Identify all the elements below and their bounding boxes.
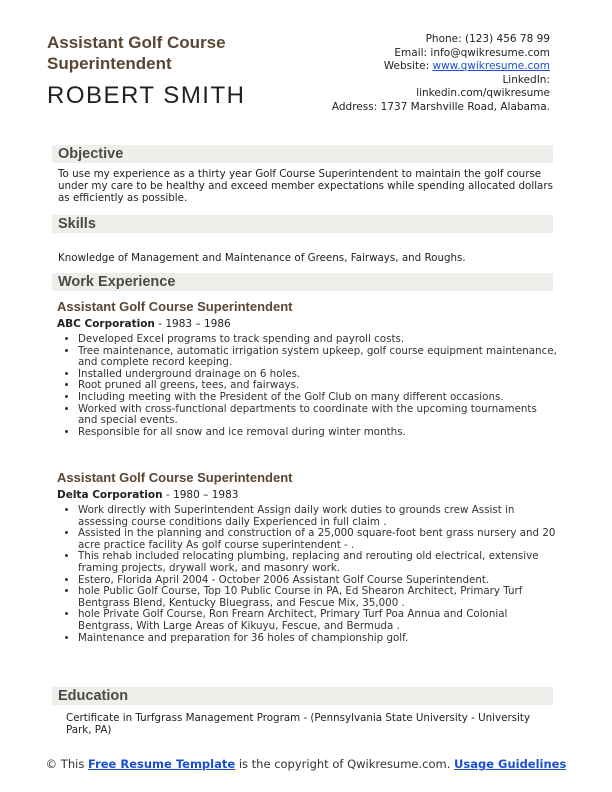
objective-text: To use my experience as a thirty year Golf Course Superintendent to maintain the golf course under my care to be healthy and exceed member expectations while spending allocated dollars as efficiently as possible. <box>58 168 553 204</box>
contact-address: Address: 1737 Marshville Road, Alabama. <box>331 100 550 113</box>
copyright-footer <box>0 757 612 771</box>
contact-linkedin-value: linkedin.com/qwikresume <box>416 87 550 100</box>
job-1-company: ABC Corporation <box>57 318 155 330</box>
list-item: • Maintenance and preparation for 36 holes of championship golf. <box>78 633 558 645</box>
job-2-bullets <box>62 505 558 644</box>
job-2-dates: - 1980 – 1983 <box>162 489 239 501</box>
job-1-dates: - 1983 – 1986 <box>154 318 231 330</box>
work-heading: Work Experience <box>58 274 176 290</box>
website-link[interactable]: www.qwikresume.com <box>432 60 550 73</box>
footer-middle: is the copyright of Qwikresume.com. <box>235 757 455 771</box>
contact-phone: Phone: (123) 456 78 99 <box>425 33 550 45</box>
resume-job-title: Assistant Golf Course Superintendent <box>47 33 226 73</box>
footer-prefix: © This <box>45 757 88 771</box>
education-text: Certificate in Turfgrass Management Program - (Pennsylvania State University - University Park, PA) <box>66 712 531 736</box>
list-item: • Assisted in the planning and construction of a 25,000 square-foot bent grass nursery and 20 acre practice facility As golf course superintendent - . <box>78 528 558 551</box>
resume-header <box>47 32 297 110</box>
work-section-header <box>52 273 553 291</box>
skills-heading: Skills <box>58 216 96 232</box>
list-item: • This rehab included relocating plumbing, replacing and rerouting old electrical, extensive framing projects, drywall work, and masonry work. <box>78 551 558 574</box>
list-item: • Worked with cross-functional departments to coordinate with the upcoming tournaments and special events. <box>78 404 558 427</box>
website-label: Website: <box>383 60 433 73</box>
job-1-bullets <box>62 334 558 438</box>
list-item: • Work directly with Superintendent Assign daily work duties to grounds crew Assist in assessing course conditions daily Experienced in full claim . <box>78 505 558 528</box>
skills-section-header <box>52 215 553 233</box>
contact-linkedin-label: LinkedIn: <box>502 73 550 86</box>
contact-email: Email: info@qwikresume.com <box>394 46 550 59</box>
list-item: • Responsible for all snow and ice removal during winter months. <box>78 427 558 439</box>
job-2-company-line <box>57 489 238 501</box>
job-1-title: Assistant Golf Course Superintendent <box>57 299 293 314</box>
list-item: • Tree maintenance, automatic irrigation system upkeep, golf course equipment maintenance, and complete record keeping. <box>78 346 558 369</box>
list-item: • hole Public Golf Course, Top 10 Public Course in PA, Ed Shearon Architect, Primary Turf Bentgrass Blend, Kentucky Bluegrass, and Fescue Mix, 35,000 . <box>78 586 558 609</box>
objective-section-header <box>52 145 553 163</box>
candidate-name: ROBERT SMITH <box>47 82 246 109</box>
contact-website <box>310 60 550 74</box>
contact-block <box>310 33 550 115</box>
skills-text: Knowledge of Management and Maintenance of Greens, Fairways, and Roughs. <box>58 252 466 264</box>
education-heading: Education <box>58 688 129 704</box>
job-2-company: Delta Corporation <box>57 489 163 501</box>
list-item: • Including meeting with the President of the Golf Club on many different occasions. <box>78 392 558 404</box>
list-item: • Developed Excel programs to track spending and payroll costs. <box>78 334 558 346</box>
list-item: • Installed underground drainage on 6 holes. <box>78 369 558 381</box>
job-1-company-line <box>57 318 231 330</box>
list-item: • Estero, Florida April 2004 - October 2006 Assistant Golf Course Superintendent. <box>78 575 558 587</box>
free-resume-template-link[interactable]: Free Resume Template <box>87 757 236 771</box>
education-section-header <box>52 687 553 705</box>
usage-guidelines-link[interactable]: Usage Guidelines <box>454 757 567 771</box>
job-2-title: Assistant Golf Course Superintendent <box>57 470 293 485</box>
list-item: • hole Private Golf Course, Ron Frearn Architect, Primary Turf Poa Annua and Colonial Bentgrass, With Large Areas of Kikuyu, Fescue, and Bermuda . <box>78 609 558 632</box>
list-item: • Root pruned all greens, tees, and fairways. <box>78 380 558 392</box>
objective-heading: Objective <box>58 146 124 162</box>
